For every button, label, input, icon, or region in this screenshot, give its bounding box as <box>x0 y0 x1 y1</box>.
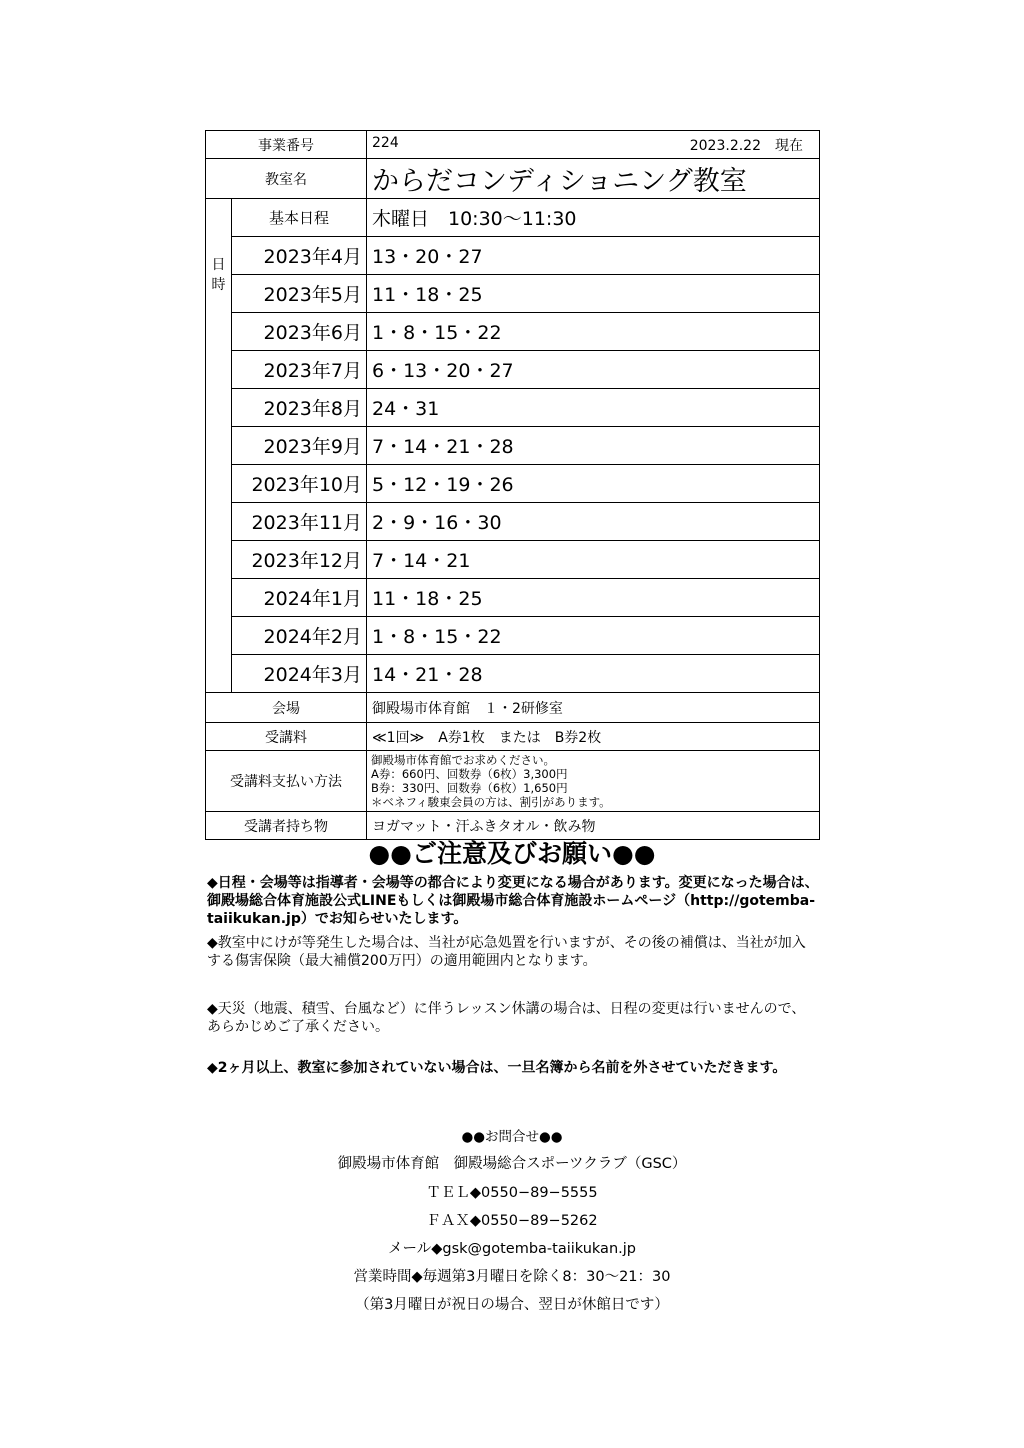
notice-absence-policy: ◆2ヶ月以上、教室に参加されていない場合は、一旦名簿から名前を外させていただきます。 <box>207 1060 787 1076</box>
class-name-value: からだコンディショニング教室 <box>367 159 820 199</box>
schedule-dates: 2・9・16・30 <box>367 503 820 541</box>
row-venue <box>206 693 820 723</box>
fee-label: 受講料 <box>206 723 367 751</box>
row-basic-schedule <box>206 199 820 237</box>
notice-injury-insurance: ◆教室中にけが等発生した場合は、当社が応急処置を行いますが、その後の補償は、当社が加入する傷害保険（最大補償200万円）の適用範囲内となります。 <box>207 935 806 969</box>
schedule-month: 2024年2月 <box>232 617 367 655</box>
fee-value: ≪1回≫ A券1枚 または B券2枚 <box>367 723 820 751</box>
schedule-row <box>206 503 820 541</box>
schedule-month: 2023年10月 <box>232 465 367 503</box>
schedule-row <box>206 655 820 693</box>
project-number-label: 事業番号 <box>206 131 367 159</box>
schedule-dates: 7・14・21・28 <box>367 427 820 465</box>
venue-label: 会場 <box>206 693 367 723</box>
schedule-month: 2023年12月 <box>232 541 367 579</box>
schedule-row <box>206 427 820 465</box>
payment-line: 御殿場市体育館でお求めください。 <box>371 753 555 767</box>
schedule-row <box>206 275 820 313</box>
schedule-row <box>206 465 820 503</box>
row-project-number <box>206 131 820 159</box>
basic-schedule-value: 木曜日 10:30～11:30 <box>367 199 820 237</box>
contact-organization: 御殿場市体育館 御殿場総合スポーツクラブ（GSC） <box>337 1156 687 1172</box>
datetime-label-char: 日 <box>211 257 226 273</box>
payment-method-label: 受講料支払い方法 <box>206 751 367 812</box>
schedule-row <box>206 389 820 427</box>
schedule-month: 2023年9月 <box>232 427 367 465</box>
basic-schedule-label: 基本日程 <box>232 199 367 237</box>
schedule-month: 2023年8月 <box>232 389 367 427</box>
schedule-dates: 24・31 <box>367 389 820 427</box>
schedule-month: 2023年5月 <box>232 275 367 313</box>
schedule-month: 2023年4月 <box>232 237 367 275</box>
schedule-row <box>206 313 820 351</box>
payment-line: B券：330円、回数券（6枚）1,650円 <box>371 781 568 795</box>
schedule-month: 2024年1月 <box>232 579 367 617</box>
contact-business-hours: 営業時間◆毎週第3月曜日を除く8：30～21：30 <box>353 1269 671 1285</box>
contact-tel: ＴＥＬ◆0550−89−5555 <box>426 1185 598 1201</box>
schedule-row <box>206 541 820 579</box>
schedule-dates: 6・13・20・27 <box>367 351 820 389</box>
schedule-month: 2023年7月 <box>232 351 367 389</box>
as-of-date: 2023.2.22 現在 <box>689 137 803 154</box>
schedule-month: 2023年6月 <box>232 313 367 351</box>
schedule-dates: 5・12・19・26 <box>367 465 820 503</box>
schedule-month: 2023年11月 <box>232 503 367 541</box>
contact-holiday-note: （第3月曜日が祝日の場合、翌日が休館日です） <box>355 1297 669 1313</box>
notice-heading: ●●ご注意及びお願い●● <box>368 839 656 868</box>
schedule-dates: 1・8・15・22 <box>367 313 820 351</box>
project-number-value: 224 <box>372 134 399 151</box>
schedule-month: 2024年3月 <box>232 655 367 693</box>
project-number-cell <box>367 131 820 159</box>
payment-method-value <box>367 751 820 812</box>
row-fee <box>206 723 820 751</box>
datetime-label-char: 時 <box>211 277 226 293</box>
schedule-row <box>206 237 820 275</box>
notice-natural-disaster: ◆天災（地震、積雪、台風など）に伴うレッスン休講の場合は、日程の変更は行いませんので、あらかじめご了承ください。 <box>207 1001 806 1035</box>
schedule-dates: 11・18・25 <box>367 579 820 617</box>
schedule-row <box>206 579 820 617</box>
payment-line: A券：660円、回数券（6枚）3,300円 <box>371 767 568 781</box>
notice-schedule-change: ◆日程・会場等は指導者・会場等の都合により変更になる場合があります。変更になった場合は、御殿場総合体育施設公式LINEもしくは御殿場市総合体育施設ホームページ（http://gotemba-taiikukan.jp）でお知らせいたします。 <box>207 875 819 927</box>
venue-value: 御殿場市体育館 １・2研修室 <box>367 693 820 723</box>
row-class-name <box>206 159 820 199</box>
schedule-dates: 1・8・15・22 <box>367 617 820 655</box>
class-name-label: 教室名 <box>206 159 367 199</box>
contact-fax: ＦＡＸ◆0550−89−5262 <box>426 1213 598 1229</box>
contact-heading: ●●お問合せ●● <box>461 1129 563 1145</box>
schedule-row <box>206 351 820 389</box>
schedule-dates: 13・20・27 <box>367 237 820 275</box>
class-info-table <box>205 130 820 840</box>
schedule-dates: 11・18・25 <box>367 275 820 313</box>
row-payment-method <box>206 751 820 812</box>
schedule-row <box>206 617 820 655</box>
payment-line: ＊ベネフィ駿東会員の方は、割引があります。 <box>371 795 611 809</box>
items-to-bring-label: 受講者持ち物 <box>206 812 367 840</box>
items-to-bring-value: ヨガマット・汗ふきタオル・飲み物 <box>367 812 820 840</box>
datetime-label <box>206 199 232 693</box>
schedule-dates: 14・21・28 <box>367 655 820 693</box>
schedule-dates: 7・14・21 <box>367 541 820 579</box>
contact-email: メール◆gsk@gotemba-taiikukan.jp <box>388 1241 636 1257</box>
